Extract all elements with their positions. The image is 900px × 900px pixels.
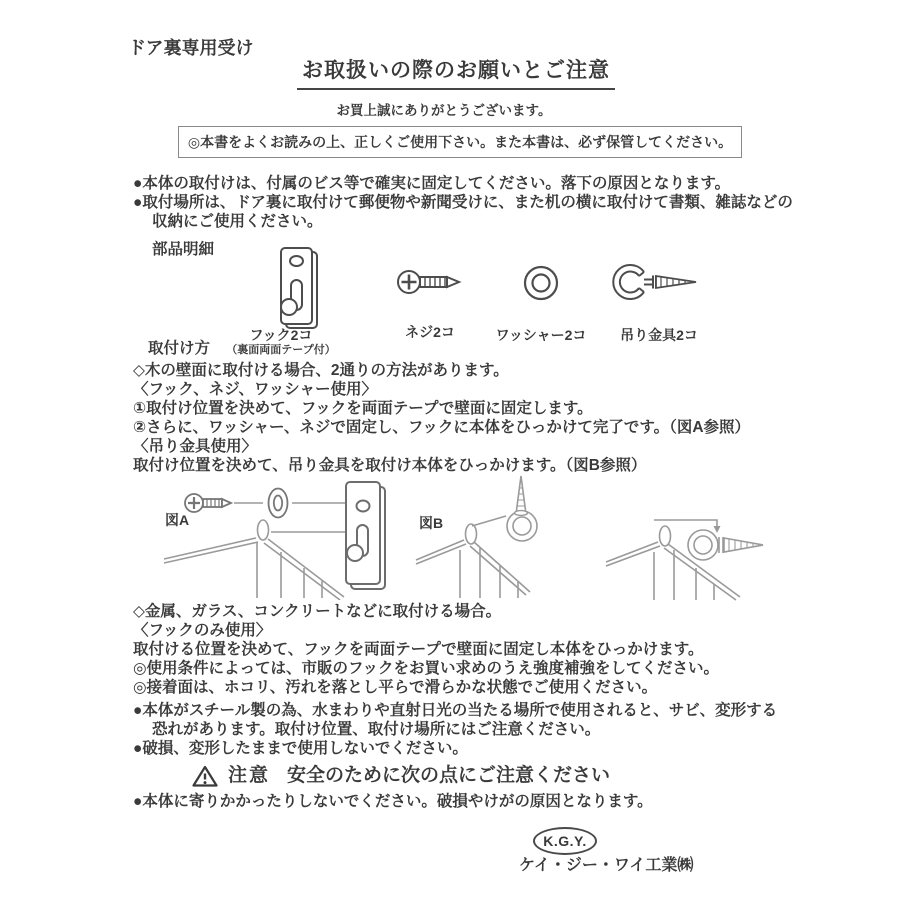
kgy-logo-text: K.G.Y. — [543, 833, 587, 849]
warning-triangle-icon — [192, 764, 218, 788]
install-hard-line: ◇金属、ガラス、コンクリートなどに取付ける場合。 — [133, 603, 502, 620]
hook-plate-icon — [276, 246, 322, 332]
install-heading: 取付け方 — [148, 340, 211, 357]
company-name: ケイ・ジー・ワイ工業㈱ — [519, 857, 694, 874]
caution-title: 注意 — [228, 765, 271, 786]
notice-text: ◎本書をよくお読みの上、正しくご使用下さい。また本書は、必ず保管してください。 — [187, 134, 733, 150]
material-note-line: ●破損、変形したままで使用しないでください。 — [133, 740, 468, 757]
caution-note: ●本体に寄りかかったりしないでください。破損やけがの原因となります。 — [133, 793, 653, 810]
product-name: ドア裏専用受け — [128, 38, 254, 58]
screw-icon — [396, 264, 462, 300]
notice-box — [178, 126, 742, 158]
install-wood-line: ①取付け位置を決めて、フックを両面テープで壁面に固定します。 — [133, 400, 593, 417]
part-label-hook: フック2コ — [249, 327, 313, 343]
material-note-line: ●本体がスチール製の為、水まわりや直射日光の当たる場所で使用されると、サビ、変形する — [133, 702, 778, 719]
install-wood-line: 〈フック、ネジ、ワッシャー使用〉 — [133, 381, 377, 398]
install-hard-line: 〈フックのみ使用〉 — [133, 622, 272, 639]
general-note-line: 収納にご使用ください。 — [152, 213, 323, 230]
figure-a-label: 図A — [165, 512, 190, 528]
install-hard-line: 取付ける位置を決めて、フックを両面テープで壁面に固定し本体をひっかけます。 — [133, 641, 704, 658]
install-hard-line: ◎使用条件によっては、市販のフックをお買い求めのうえ強度補強をしてください。 — [133, 660, 719, 677]
part-label-cup-hook: 吊り金具2コ — [620, 327, 698, 343]
install-wood-line: ◇木の壁面に取付ける場合、2通りの方法があります。 — [133, 362, 509, 379]
install-hard-line: ◎接着面は、ホコリ、汚れを落とし平らで滑らかな状態でご使用ください。 — [133, 679, 658, 696]
general-note-line: ●取付場所は、ドア裏に取付けて郵便物や新聞受けに、また机の横に取付けて書類、雑誌などの — [133, 194, 793, 211]
part-label-screw: ネジ2コ — [405, 324, 455, 340]
install-wood-line: ②さらに、ワッシャー、ネジで固定し、フックに本体をひっかけて完了です。（図A参照） — [133, 419, 751, 436]
caution-subtitle: 安全のために次の点にご注意ください — [287, 765, 611, 786]
thanks-line: お買上誠にありがとうございます。 — [336, 103, 552, 118]
washer-icon — [521, 263, 561, 303]
parts-heading: 部品明細 — [152, 241, 215, 258]
part-label-washer: ワッシャー2コ — [495, 327, 587, 343]
figure-b-label: 図B — [419, 515, 444, 531]
page-title: お取扱いの際のお願いとご注意 — [297, 58, 615, 90]
install-wood-line: 〈吊り金具使用〉 — [133, 438, 258, 455]
install-wood-line: 取付け位置を決めて、吊り金具を取付け本体をひっかけます。（図B参照） — [133, 457, 647, 474]
part-note-hook: （裏面両面テープ付） — [226, 344, 336, 356]
cup-hook-icon — [608, 263, 700, 301]
general-note-line: ●本体の取付けは、付属のビス等で確実に固定してください。落下の原因となります。 — [133, 175, 731, 192]
kgy-logo — [533, 827, 597, 855]
figure-b-diagram — [410, 470, 810, 602]
material-note-line: 恐れがあります。取付け位置、取付け場所にはご注意ください。 — [152, 721, 601, 738]
figure-a-diagram — [150, 478, 410, 600]
